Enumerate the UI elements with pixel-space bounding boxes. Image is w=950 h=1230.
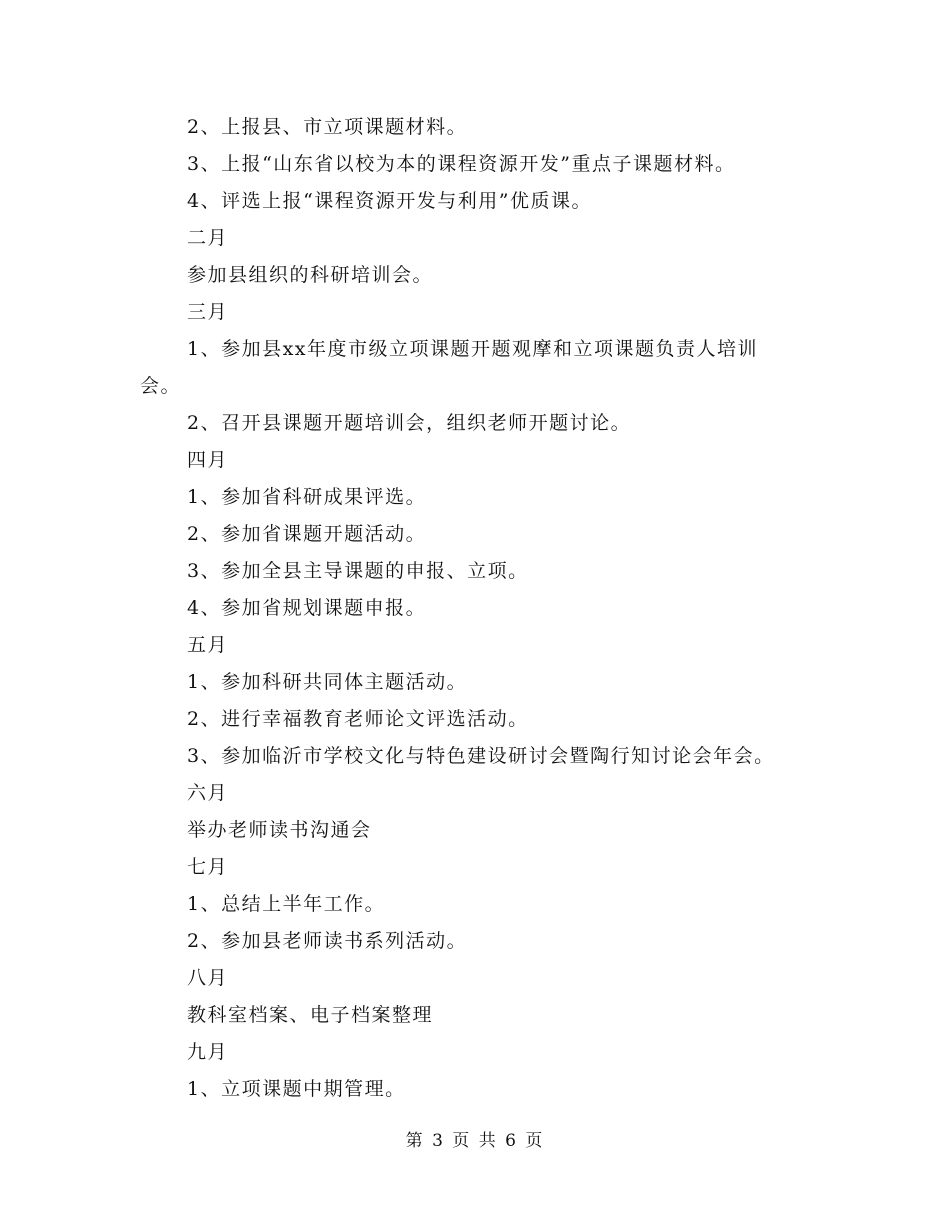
text-line: 1、总结上半年工作。 — [187, 893, 386, 915]
text-line: 1、立项课题中期管理。 — [187, 1078, 406, 1100]
text-line: 1、参加省科研成果评选。 — [187, 486, 427, 508]
month-heading: 四月 — [187, 449, 229, 471]
text-line: 参加县组织的科研培训会。 — [187, 264, 434, 286]
text-line: 3、参加临沂市学校文化与特色建设研讨会暨陶行知讨论会年会。 — [187, 745, 775, 767]
text-line: 举办老师读书沟通会 — [187, 819, 372, 841]
text-line: 2、上报县、市立项课题材料。 — [187, 116, 468, 138]
month-heading: 六月 — [187, 782, 229, 804]
text-line: 3、上报“山东省以校为本的课程资源开发”重点子课题材料。 — [187, 153, 736, 175]
page-number-footer: 第 3 页 共 6 页 — [405, 1131, 545, 1151]
text-line: 4、评选上报“课程资源开发与利用”优质课。 — [187, 190, 593, 212]
text-line: 2、参加省课题开题活动。 — [187, 523, 427, 545]
text-line-continuation: 会。 — [140, 375, 182, 397]
month-heading: 二月 — [187, 227, 229, 249]
text-line: 4、参加省规划课题申报。 — [187, 597, 427, 619]
text-line: 1、参加县xx年度市级立项课题开题观摩和立项课题负责人培训 — [187, 338, 759, 360]
text-line: 2、进行幸福教育老师论文评选活动。 — [187, 708, 529, 730]
month-heading: 三月 — [187, 301, 229, 323]
text-line: 教科室档案、电子档案整理 — [187, 1004, 434, 1026]
month-heading: 七月 — [187, 856, 229, 878]
month-heading: 五月 — [187, 634, 229, 656]
text-line: 3、参加全县主导课题的申报、立项。 — [187, 560, 529, 582]
text-line: 2、参加县老师读书系列活动。 — [187, 930, 468, 952]
text-line: 1、参加科研共同体主题活动。 — [187, 671, 468, 693]
month-heading: 八月 — [187, 967, 229, 989]
month-heading: 九月 — [187, 1041, 229, 1063]
text-line: 2、召开县课题开题培训会，组织老师开题讨论。 — [187, 412, 632, 434]
